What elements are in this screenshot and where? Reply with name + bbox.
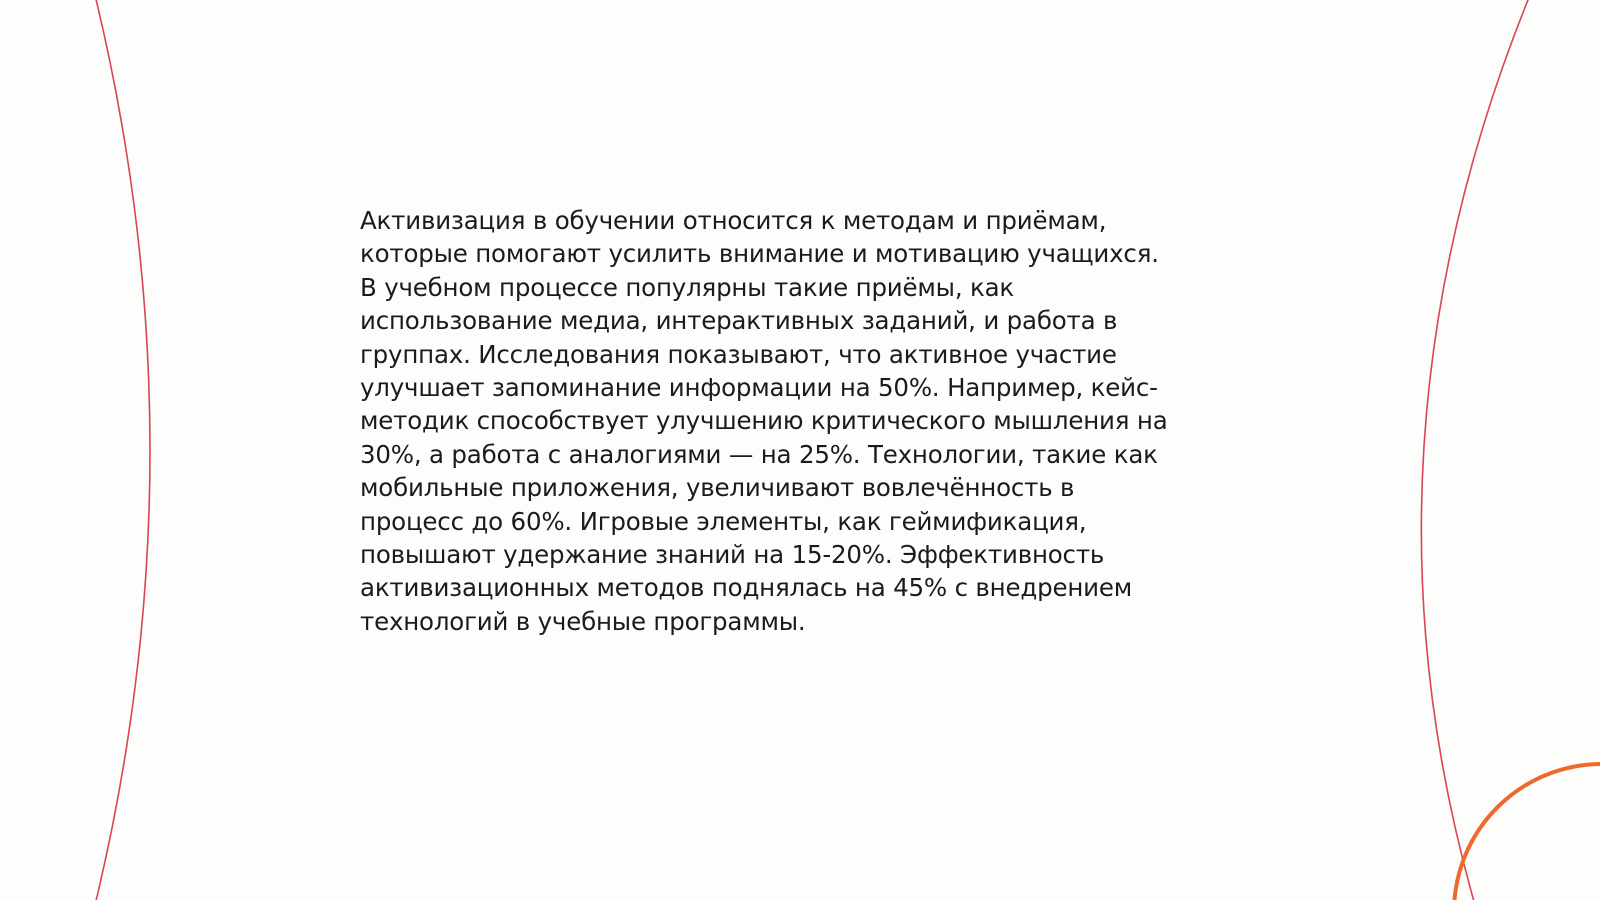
paragraph-line-13: технологий в учебные программы. — [360, 606, 806, 636]
paragraph-line-3: В учебном процессе популярны такие приёмы, как — [360, 272, 1015, 302]
orange-circle-arc — [1454, 764, 1600, 900]
paragraph-line-6: улучшает запоминание информации на 50%. Например, кейс- — [360, 373, 1158, 403]
paragraph-line-2: которые помогают усилить внимание и мотивацию учащихся. — [360, 239, 1159, 269]
paragraph-line-7: методик способствует улучшению критического мышления на — [360, 406, 1168, 436]
paragraph-line-1: Активизация в обучении относится к методам и приёмам, — [360, 206, 1107, 235]
paragraph-line-12: активизационных методов поднялась на 45% с внедрением — [360, 573, 1133, 603]
body-paragraph — [360, 204, 1240, 638]
paragraph-line-8: 30%, а работа с аналогиями — на 25%. Технологии, такие как — [360, 439, 1158, 469]
paragraph-line-9: мобильные приложения, увеличивают вовлечённость в — [360, 473, 1075, 503]
paragraph-line-10: процесс до 60%. Игровые элементы, как геймификация, — [360, 506, 1087, 536]
left-decorative-arc — [95, 0, 150, 900]
paragraph-line-5: группах. Исследования показывают, что активное участие — [360, 339, 1117, 369]
right-decorative-arc — [1421, 0, 1530, 900]
paragraph-line-11: повышают удержание знаний на 15-20%. Эффективность — [360, 540, 1105, 570]
paragraph-line-4: использование медиа, интерактивных заданий, и работа в — [360, 306, 1118, 336]
